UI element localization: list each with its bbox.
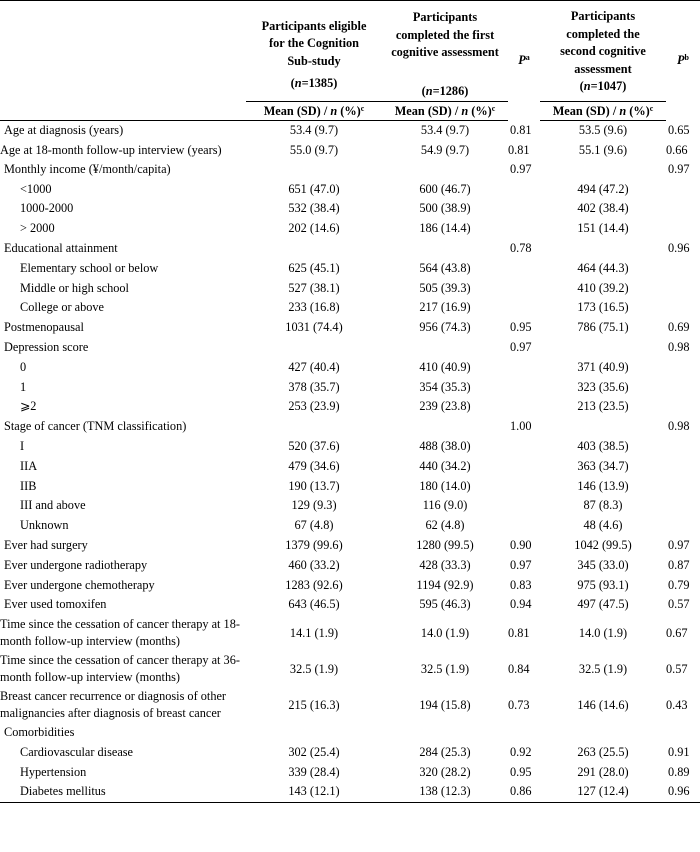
cell-eligible [246,417,382,437]
cell-first-assessment: 595 (46.3) [419,597,471,612]
cell-first-assessment: 1194 (92.9) [416,577,474,592]
header-second-line3: second cognitive [560,44,646,59]
cell-p-b [666,298,700,318]
row-label: Stage of cancer (TNM classification) [4,419,187,434]
cell-second-assessment [540,417,666,437]
cell-eligible: 651 (47.0) [288,181,340,196]
cell-second-assessment: 127 (12.4) [540,782,666,802]
table-row [0,417,700,437]
cell-p-b: 0.89 [668,764,690,779]
cell-first-assessment [382,417,508,437]
cell-eligible: 532 (38.4) [288,201,340,216]
cell-p-b: 0.96 [668,240,690,255]
cell-p-a [508,279,540,299]
cell-p-b [666,279,700,299]
row-label: III and above [20,498,86,513]
cell-p-a: 0.83 [510,577,532,592]
cell-p-a [508,219,540,239]
table-row [0,457,700,477]
table-header [0,1,700,121]
cell-p-a [508,437,540,457]
cell-p-a [508,378,540,398]
cell-second-assessment: 345 (33.0) [577,557,629,572]
header-second-line1: Participants [570,9,636,23]
row-label: College or above [20,300,105,315]
header-first-line2: completed the first [395,27,495,42]
cell-eligible [246,160,382,180]
cell-p-b: 0.87 [668,557,690,572]
cell-p-a: 0.97 [510,557,532,572]
cell-p-b [666,259,700,279]
cell-p-a: 0.81 [508,625,530,640]
cell-p-b: 0.66 [666,142,688,157]
cell-p-a [508,516,540,536]
cell-p-b [666,397,700,417]
cell-p-a: 0.84 [508,661,530,676]
row-label: Diabetes mellitus [0,782,246,802]
row-label: IIB [20,478,37,493]
cell-p-b: 0.98 [668,419,690,434]
row-label: Age at 18-month follow-up interview (years) [0,142,222,157]
row-label: Breast cancer recurrence or diagnosis of other malignancies after diagnosis of breast cancer [0,689,227,721]
cell-first-assessment: 32.5 (1.9) [420,661,470,676]
row-label: Educational attainment [4,240,118,255]
cell-first-assessment [382,723,508,743]
cell-first-assessment: 138 (12.3) [382,782,508,802]
cell-p-a: 0.86 [508,782,540,802]
cell-second-assessment: 497 (47.5) [577,597,629,612]
cell-eligible: 1031 (74.4) [285,320,343,335]
row-label: > 2000 [20,221,55,236]
cell-p-a [508,723,540,743]
row-label: I [20,438,25,453]
cell-p-b [666,496,700,516]
table-row [0,723,700,743]
cell-second-assessment: 402 (38.4) [577,201,629,216]
cell-first-assessment: 194 (15.8) [419,697,471,712]
row-label: 1 [20,379,27,394]
table-row [0,651,700,687]
cell-second-assessment: 291 (28.0) [577,764,629,779]
cell-eligible [246,239,382,259]
table-row [0,782,700,802]
cell-first-assessment: 14.0 (1.9) [420,625,470,640]
cell-eligible: 202 (14.6) [288,221,340,236]
cell-second-assessment [540,338,666,358]
cell-first-assessment [382,338,508,358]
cell-first-assessment: 440 (34.2) [419,458,471,473]
cell-p-a [508,496,540,516]
header-eligible-line2: for the Cognition [269,36,359,51]
cell-p-a [508,259,540,279]
row-label: 1000-2000 [20,201,74,216]
cell-first-assessment: 217 (16.9) [419,300,471,315]
cell-eligible: 32.5 (1.9) [289,661,339,676]
cell-p-b [666,477,700,497]
cell-p-b [666,457,700,477]
table-row [0,338,700,358]
row-label: Unknown [20,518,69,533]
cell-p-b: 0.98 [668,339,690,354]
row-label: Depression score [4,339,89,354]
table-row [0,576,700,596]
row-label: ⩾2 [20,399,37,414]
header-eligible [246,1,382,102]
cell-p-a: 0.95 [510,320,532,335]
cell-eligible: 253 (23.9) [288,399,340,414]
cell-p-a [508,457,540,477]
cell-eligible: 233 (16.8) [288,300,340,315]
table-row [0,687,700,723]
row-label: Ever undergone radiotherapy [4,557,148,572]
row-label: Comorbidities [4,725,75,740]
cell-second-assessment: 1042 (99.5) [574,537,632,552]
cell-second-assessment: 14.0 (1.9) [578,625,628,640]
cell-p-a: 0.97 [510,339,532,354]
cell-p-b: 0.91 [668,744,690,759]
subheader-mean-1: Mean (SD) / n (%)$^c$ [246,101,382,120]
cell-p-b: 0.43 [666,697,688,712]
table-row [0,318,700,338]
table-row [0,120,700,140]
cell-second-assessment: 32.5 (1.9) [578,661,628,676]
cell-eligible: 625 (45.1) [288,260,340,275]
cell-second-assessment: 363 (34.7) [577,458,629,473]
cell-p-a: 0.90 [510,537,532,552]
cell-eligible: 55.0 (9.7) [289,142,339,157]
cell-p-a: 0.95 [510,764,532,779]
cell-first-assessment: 354 (35.3) [419,379,471,394]
cell-eligible: 53.4 (9.7) [289,122,339,137]
cell-eligible: 427 (40.4) [288,359,340,374]
cell-p-b: 0.97 [668,537,690,552]
row-label: Middle or high school [20,280,129,295]
cell-p-b: 0.69 [668,320,690,335]
row-label: <1000 [20,181,52,196]
cell-second-assessment [540,723,666,743]
cell-first-assessment: 428 (33.3) [419,557,471,572]
cell-p-a: 0.78 [510,240,532,255]
header-first-line3: cognitive assessment [391,45,499,60]
cell-eligible: 1379 (99.6) [285,537,343,552]
header-second-n: (n=1047) [579,79,627,94]
table-row [0,239,700,259]
cell-p-b [666,437,700,457]
cell-p-b [666,358,700,378]
cell-p-b [666,219,700,239]
subheader-mean-3: Mean (SD) / n (%)$^c$ [540,101,666,120]
table-row [0,496,700,516]
header-second-line4: assessment [574,61,632,76]
cell-first-assessment: 488 (38.0) [419,438,471,453]
cell-p-b: 0.67 [666,625,688,640]
cell-first-assessment [382,160,508,180]
table-body [0,120,700,802]
table-row [0,199,700,219]
header-second-assessment [540,1,666,102]
cell-second-assessment: 410 (39.2) [577,280,629,295]
cell-eligible: 643 (46.5) [288,597,340,612]
table-row [0,141,700,160]
header-blank [0,1,246,102]
cell-second-assessment: 464 (44.3) [577,260,629,275]
cell-p-a: 0.81 [508,142,530,157]
cell-eligible: 143 (12.1) [246,782,382,802]
cell-p-b [666,378,700,398]
cell-second-assessment: 786 (75.1) [577,320,629,335]
cell-first-assessment: 186 (14.4) [419,221,471,236]
cell-first-assessment [382,239,508,259]
table-row [0,397,700,417]
cell-second-assessment [540,160,666,180]
cell-eligible: 215 (16.3) [288,697,340,712]
cell-second-assessment: 55.1 (9.6) [578,142,628,157]
table-row [0,160,700,180]
cell-first-assessment: 956 (74.3) [419,320,471,335]
cell-second-assessment: 371 (40.9) [577,359,629,374]
cell-eligible [246,723,382,743]
cell-eligible: 67 (4.8) [294,518,334,533]
table-row [0,536,700,556]
cell-p-a [508,180,540,200]
header-eligible-line3: Sub-study [287,53,341,68]
cell-first-assessment: 54.9 (9.7) [420,142,470,157]
row-label: Ever had surgery [4,537,88,552]
table-row [0,298,700,318]
cell-second-assessment: 494 (47.2) [577,181,629,196]
row-label: IIA [20,458,38,473]
table-row [0,279,700,299]
cell-p-a: 0.81 [510,122,532,137]
header-eligible-n: (n=1385) [290,75,338,90]
row-label: 0 [20,359,27,374]
cell-p-a: 0.73 [508,697,530,712]
table-row [0,556,700,576]
cell-second-assessment: 263 (25.5) [577,744,629,759]
cell-second-assessment [540,239,666,259]
header-p-a: $P^a$ [508,1,540,121]
cell-second-assessment: 975 (93.1) [577,577,629,592]
header-first-line1: Participants [412,10,478,24]
row-label: Time since the cessation of cancer therapy at 18-month follow-up interview (months) [0,617,240,649]
cell-p-b: 0.65 [668,122,690,137]
row-label: Ever used tomoxifen [4,597,107,612]
table-row [0,763,700,783]
cell-eligible: 302 (25.4) [288,744,340,759]
row-label: Postmenopausal [4,320,84,335]
table-row [0,358,700,378]
cell-first-assessment: 505 (39.3) [419,280,471,295]
cell-p-b: 0.96 [666,782,700,802]
cell-eligible: 129 (9.3) [291,498,337,513]
row-label: Ever undergone chemotherapy [4,577,155,592]
cell-second-assessment: 403 (38.5) [577,438,629,453]
header-first-assessment [382,1,508,102]
cell-p-b [666,723,700,743]
row-label: Hypertension [20,764,87,779]
cell-eligible: 527 (38.1) [288,280,340,295]
cell-p-b: 0.57 [666,661,688,676]
cell-p-a [508,397,540,417]
cell-first-assessment: 564 (43.8) [419,260,471,275]
cell-eligible: 339 (28.4) [288,764,340,779]
cell-p-a [508,477,540,497]
cell-first-assessment: 180 (14.0) [419,478,471,493]
table-row [0,219,700,239]
cell-second-assessment: 146 (13.9) [577,478,629,493]
cell-p-b: 0.97 [668,161,690,176]
table-row [0,595,700,615]
table-row [0,743,700,763]
cell-p-b: 0.57 [668,597,690,612]
row-label: Age at diagnosis (years) [4,122,124,137]
row-label: Time since the cessation of cancer therapy at 36-month follow-up interview (months) [0,653,240,685]
cell-first-assessment: 239 (23.8) [419,399,471,414]
header-second-line2: completed the [566,26,640,41]
row-label: Elementary school or below [20,260,159,275]
cell-first-assessment: 53.4 (9.7) [420,122,470,137]
cell-first-assessment: 410 (40.9) [419,359,471,374]
header-eligible-line1: Participants eligible [261,18,367,33]
table-row [0,180,700,200]
cell-p-a [508,358,540,378]
cell-second-assessment: 48 (4.6) [583,518,623,533]
cell-eligible: 520 (37.6) [288,438,340,453]
cell-eligible: 479 (34.6) [288,458,340,473]
cell-first-assessment: 1280 (99.5) [416,537,474,552]
cell-second-assessment: 173 (16.5) [577,300,629,315]
header-first-n: (n=1286) [421,84,469,99]
row-label: Monthly income (¥/month/capita) [4,161,171,176]
cell-second-assessment: 87 (8.3) [583,498,623,513]
table-row [0,615,700,651]
cell-p-b [666,516,700,536]
header-p-b: $P^b$ [666,1,700,121]
table-row [0,378,700,398]
cell-eligible: 190 (13.7) [288,478,340,493]
cell-second-assessment: 151 (14.4) [577,221,629,236]
cell-p-b: 0.79 [668,577,690,592]
row-label: Cardiovascular disease [20,744,134,759]
cell-first-assessment: 284 (25.3) [419,744,471,759]
cell-first-assessment: 600 (46.7) [419,181,471,196]
cell-eligible: 1283 (92.6) [285,577,343,592]
cell-eligible: 460 (33.2) [288,557,340,572]
table-row [0,259,700,279]
cell-p-b [666,180,700,200]
cell-eligible: 378 (35.7) [288,379,340,394]
table-row [0,437,700,457]
cell-second-assessment: 323 (35.6) [577,379,629,394]
cell-p-a [508,199,540,219]
cell-second-assessment: 53.5 (9.6) [578,122,628,137]
cell-second-assessment: 146 (14.6) [577,697,629,712]
cell-first-assessment: 116 (9.0) [422,498,468,513]
cell-p-a: 0.92 [510,744,532,759]
cell-second-assessment: 213 (23.5) [577,399,629,414]
subheader-mean-2: Mean (SD) / n (%)$^c$ [382,101,508,120]
cell-p-a: 0.97 [510,161,532,176]
table-row [0,516,700,536]
cell-p-a: 1.00 [510,419,532,434]
cell-p-b [666,199,700,219]
cell-p-a [508,298,540,318]
cell-first-assessment: 62 (4.8) [425,518,465,533]
table-row [0,477,700,497]
cell-first-assessment: 320 (28.2) [419,764,471,779]
cell-eligible [246,338,382,358]
cell-eligible: 14.1 (1.9) [289,625,339,640]
cell-p-a: 0.94 [510,597,532,612]
cell-first-assessment: 500 (38.9) [419,201,471,216]
